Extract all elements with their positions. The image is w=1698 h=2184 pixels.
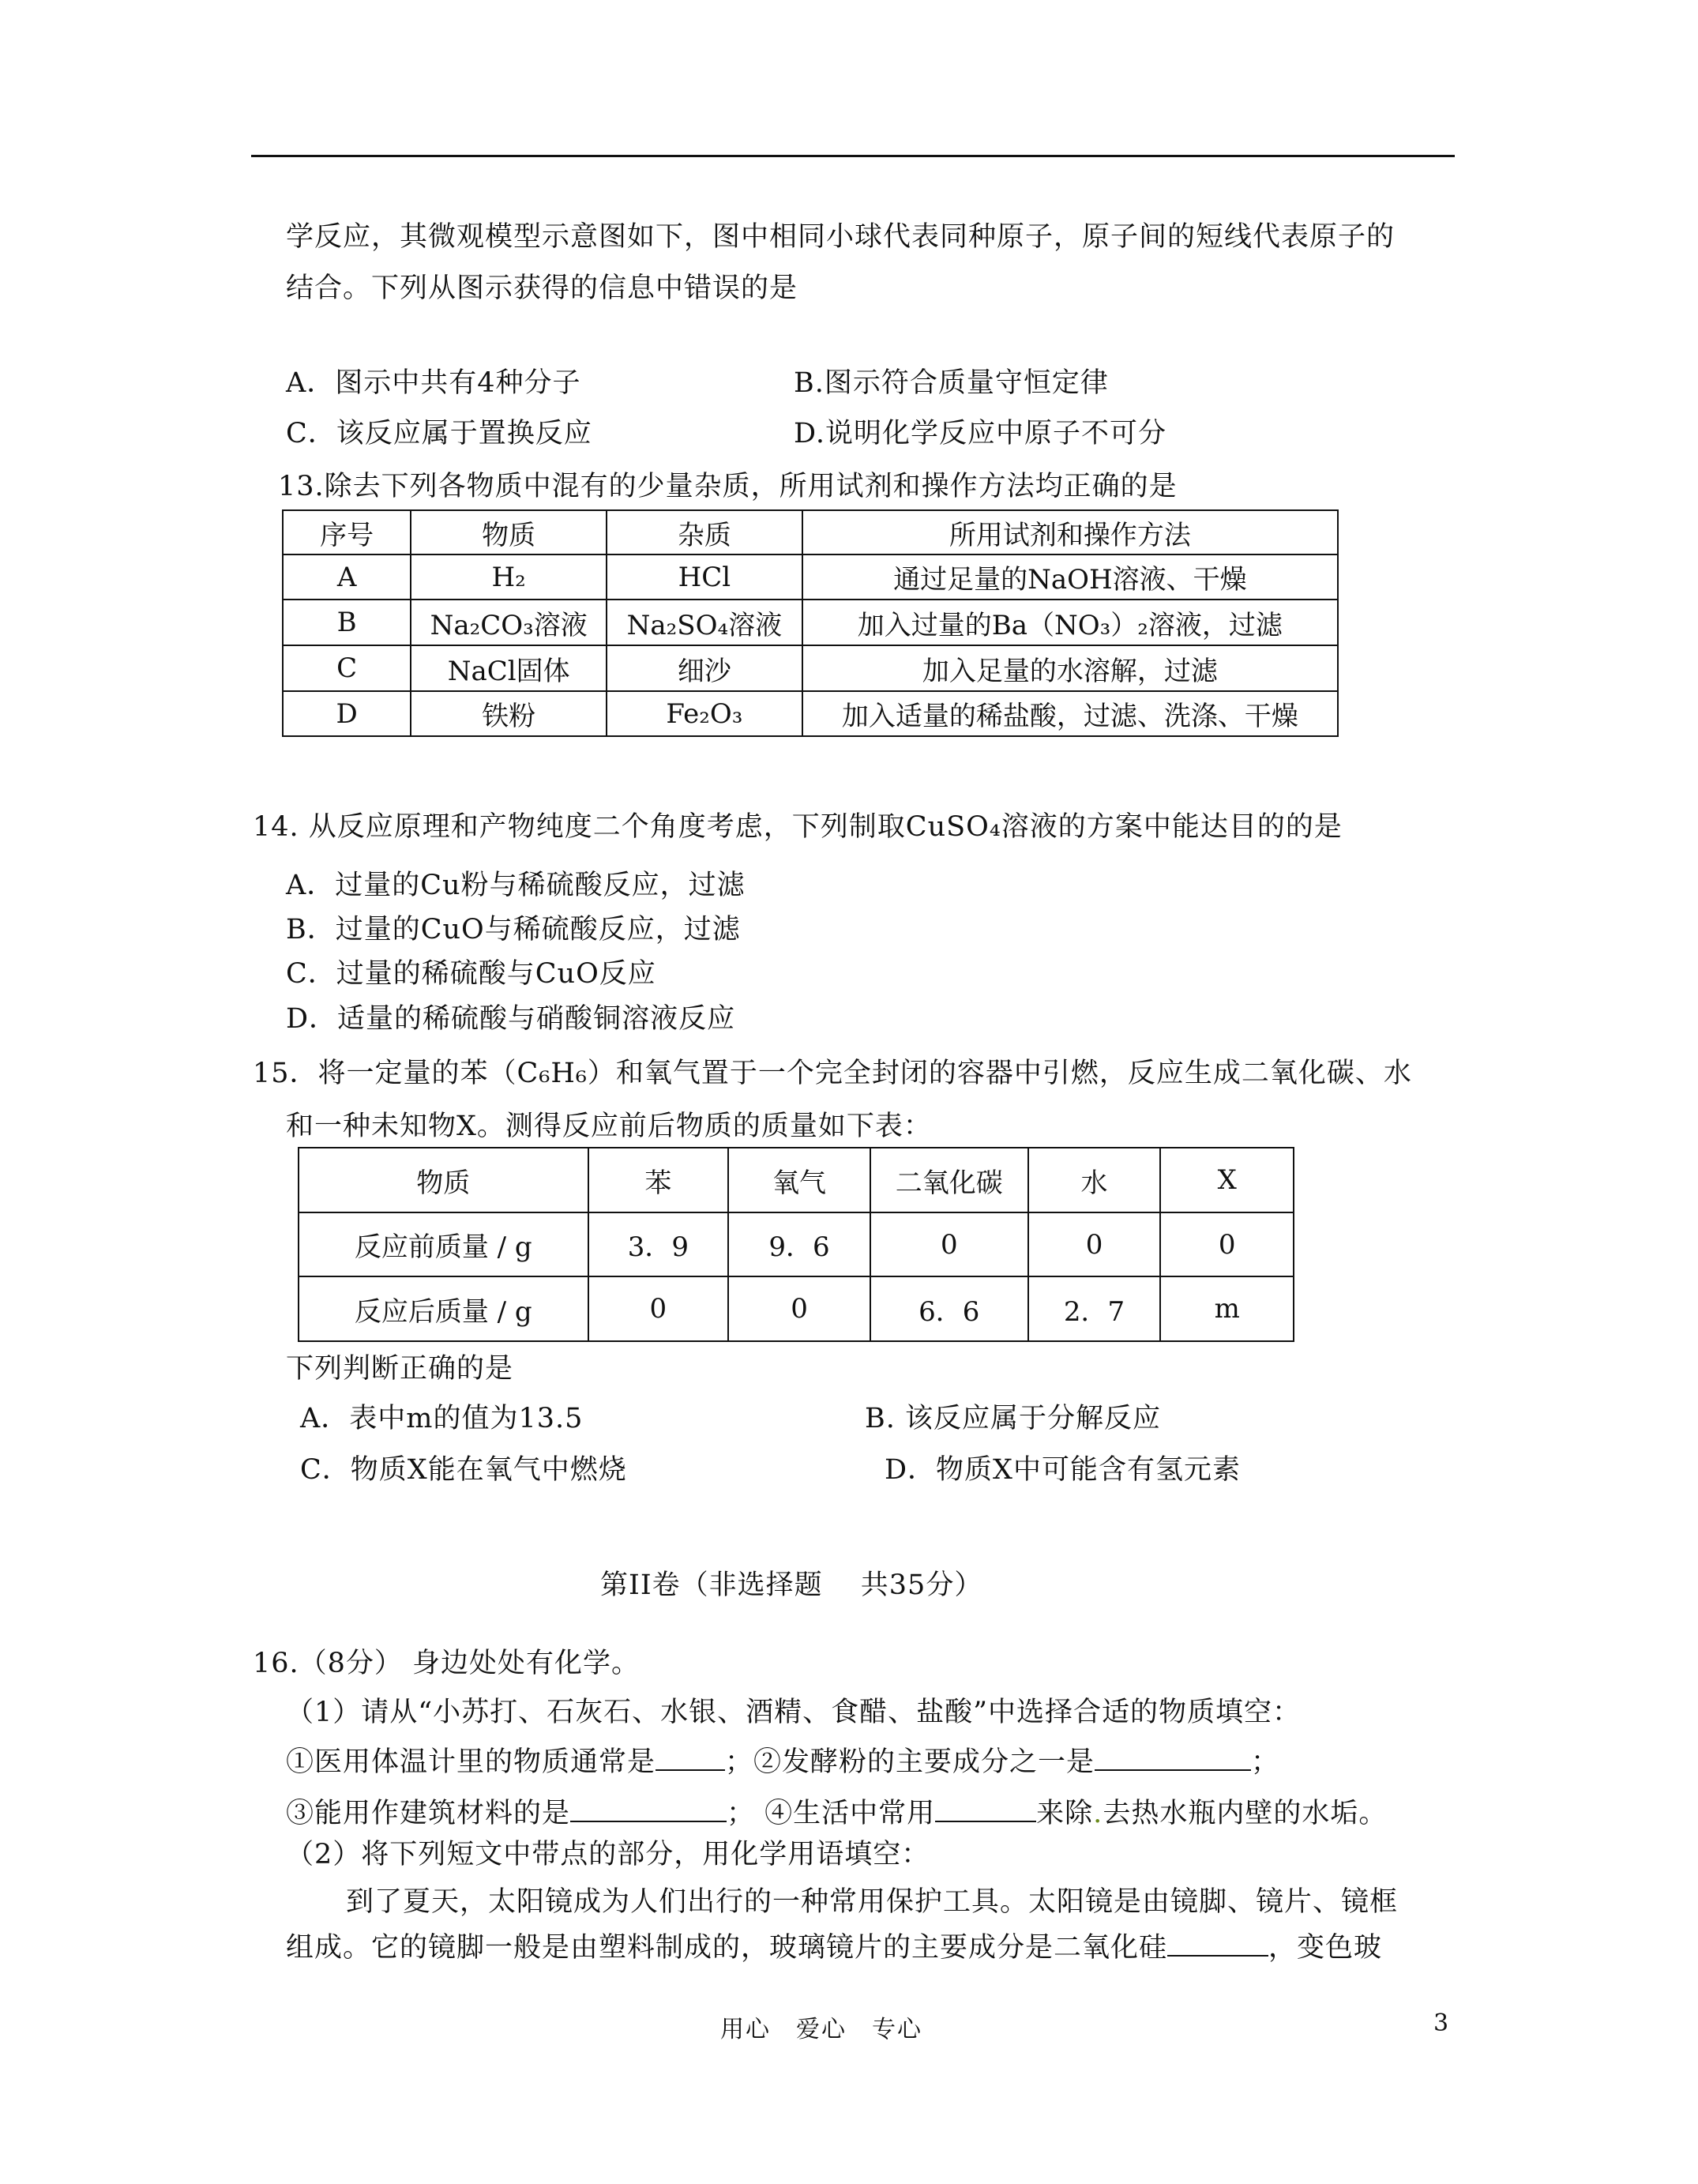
q14-option-a: A．过量的Cu粉与稀硫酸反应，过滤 (286, 870, 746, 901)
q13-header-row (283, 510, 1338, 554)
q12-option-c: C．该反应属于置换反应 (286, 418, 592, 449)
q16-stem: 16.（8分） 身边处处有化学。 (253, 1648, 641, 1679)
q15-table-row (299, 1212, 1294, 1276)
q12-option-d: D.说明化学反应中原子不可分 (794, 418, 1166, 449)
q16-fill-text: ； ④生活中常用 (727, 1798, 936, 1829)
q15-cell: 2．7 (1028, 1276, 1161, 1341)
q14-option-c: C．过量的稀硫酸与CuO反应 (286, 958, 656, 990)
q15-header-cell: 二氧化碳 (870, 1148, 1028, 1212)
q13-cell: 加入过量的Ba（NO₃）₂溶液，过滤 (802, 600, 1338, 645)
q15-option-c: C．物质X能在氧气中燃烧 (300, 1454, 627, 1486)
answer-blank[interactable] (656, 1746, 725, 1771)
q13-cell: Fe₂O₃ (607, 691, 802, 736)
q15-cell: 0 (728, 1276, 870, 1341)
answer-blank[interactable] (935, 1797, 1036, 1822)
q15-cell: 6．6 (870, 1276, 1028, 1341)
q16-fill-text: 去热水瓶内壁的水垢。 (1103, 1798, 1388, 1829)
header-rule (251, 155, 1455, 157)
q13-cell: 通过足量的NaOH溶液、干燥 (802, 554, 1338, 600)
q12-option-b: B.图示符合质量守恒定律 (794, 367, 1109, 399)
q15-header-cell: X (1160, 1148, 1294, 1212)
q13-cell: Na₂SO₄溶液 (607, 600, 802, 645)
q13-cell: 加入足量的水溶解，过滤 (802, 645, 1338, 691)
q13-table-row (283, 645, 1338, 691)
q13-cell: A (283, 554, 411, 600)
q14-option-b: B．过量的CuO与稀硫酸反应，过滤 (286, 914, 741, 945)
q16-paragraph-line2 (286, 1930, 1382, 1966)
q15-cell: 3．9 (588, 1212, 729, 1276)
q15-stem-line2: 和一种未知物X。测得反应前后物质的质量如下表： (286, 1111, 932, 1142)
q13-cell: 加入适量的稀盐酸，过滤、洗涤、干燥 (802, 691, 1338, 736)
q12-cont-line1: 学反应，其微观模型示意图如下，图中相同小球代表同种原子，原子间的短线代表原子的 (286, 221, 1396, 253)
q15-header-row (299, 1148, 1294, 1212)
q15-option-b: B. 该反应属于分解反应 (865, 1403, 1161, 1434)
q14-option-d: D．适量的稀硫酸与硝酸铜溶液反应 (286, 1003, 736, 1035)
q13-header-cell: 序号 (283, 510, 411, 554)
footer-motto: 用心 爱心 专心 (720, 2016, 922, 2043)
section-title: 第II卷（非选择题 共35分） (600, 1569, 983, 1601)
q15-header-cell: 氧气 (728, 1148, 870, 1212)
q14-stem: 14. 从反应原理和产物纯度二个角度考虑，下列制取CuSO₄溶液的方案中能达目的的是 (253, 811, 1343, 843)
q15-cell: 0 (1028, 1212, 1161, 1276)
q16-paragraph-text: 组成。它的镜脚一般是由塑料制成的，玻璃镜片的主要成分是二氧化硅 (286, 1932, 1168, 1964)
q16-fill-text: ；②发酵粉的主要成分之一是 (725, 1746, 1095, 1778)
q13-cell: H₂ (411, 554, 607, 600)
q16-part2-intro: （2）将下列短文中带点的部分，用化学用语填空： (286, 1839, 930, 1870)
q16-fill-text: ； (1251, 1746, 1280, 1778)
q16-fill-line1 (286, 1744, 1279, 1780)
q15-cell: 9．6 (728, 1212, 870, 1276)
q13-table-row (283, 600, 1338, 645)
q15-cell: m (1160, 1276, 1294, 1341)
q15-cell: 反应前质量 / g (299, 1212, 588, 1276)
q13-header-cell: 物质 (411, 510, 607, 554)
q13-header-cell: 杂质 (607, 510, 802, 554)
q15-header-cell: 水 (1028, 1148, 1161, 1212)
answer-blank[interactable] (1095, 1746, 1251, 1771)
q13-table (282, 509, 1339, 737)
annotation-dot-icon: . (1093, 1798, 1103, 1829)
q16-paragraph-text: ，变色玻 (1268, 1932, 1383, 1964)
q13-cell: HCl (607, 554, 802, 600)
q16-fill-text: ①医用体温计里的物质通常是 (286, 1746, 656, 1778)
q16-fill-text: ③能用作建筑材料的是 (286, 1798, 571, 1829)
q15-option-d: D．物质X中可能含有氢元素 (885, 1454, 1241, 1486)
q12-cont-line2: 结合。下列从图示获得的信息中错误的是 (286, 273, 798, 304)
q13-table-row (283, 691, 1338, 736)
q15-cell: 反应后质量 / g (299, 1276, 588, 1341)
q15-header-cell: 苯 (588, 1148, 729, 1212)
q15-option-a: A．表中m的值为13.5 (300, 1403, 584, 1434)
q15-header-cell: 物质 (299, 1148, 588, 1212)
q15-cell: 0 (1160, 1212, 1294, 1276)
q13-table-row (283, 554, 1338, 600)
q16-part1-intro: （1）请从“小苏打、石灰石、水银、酒精、食醋、盐酸”中选择合适的物质填空： (286, 1697, 1302, 1728)
q13-cell: B (283, 600, 411, 645)
q13-cell: D (283, 691, 411, 736)
answer-blank[interactable] (570, 1797, 727, 1822)
q12-option-a: A．图示中共有4种分子 (286, 367, 581, 399)
q15-cell: 0 (870, 1212, 1028, 1276)
q15-stem-line1: 15．将一定量的苯（C₆H₆）和氧气置于一个完全封闭的容器中引燃，反应生成二氧化碳、水 (253, 1058, 1412, 1089)
page-number: 3 (1433, 2009, 1451, 2037)
q13-header-cell: 所用试剂和操作方法 (802, 510, 1338, 554)
answer-blank[interactable] (1167, 1931, 1268, 1957)
q16-fill-text: 来除 (1036, 1798, 1094, 1829)
q15-table (298, 1147, 1294, 1342)
q15-cell: 0 (588, 1276, 729, 1341)
q16-paragraph-line1: 到了夏天，太阳镜成为人们出行的一种常用保护工具。太阳镜是由镜脚、镜片、镜框 (346, 1886, 1399, 1918)
q13-cell: NaCl固体 (411, 645, 607, 691)
q13-stem: 13.除去下列各物质中混有的少量杂质，所用试剂和操作方法均正确的是 (278, 471, 1178, 502)
q16-fill-line2 (286, 1795, 1387, 1832)
q15-table-row (299, 1276, 1294, 1341)
q13-cell: 细沙 (607, 645, 802, 691)
q13-cell: 铁粉 (411, 691, 607, 736)
q15-judge-prompt: 下列判断正确的是 (286, 1353, 514, 1385)
q13-cell: Na₂CO₃溶液 (411, 600, 607, 645)
q13-cell: C (283, 645, 411, 691)
